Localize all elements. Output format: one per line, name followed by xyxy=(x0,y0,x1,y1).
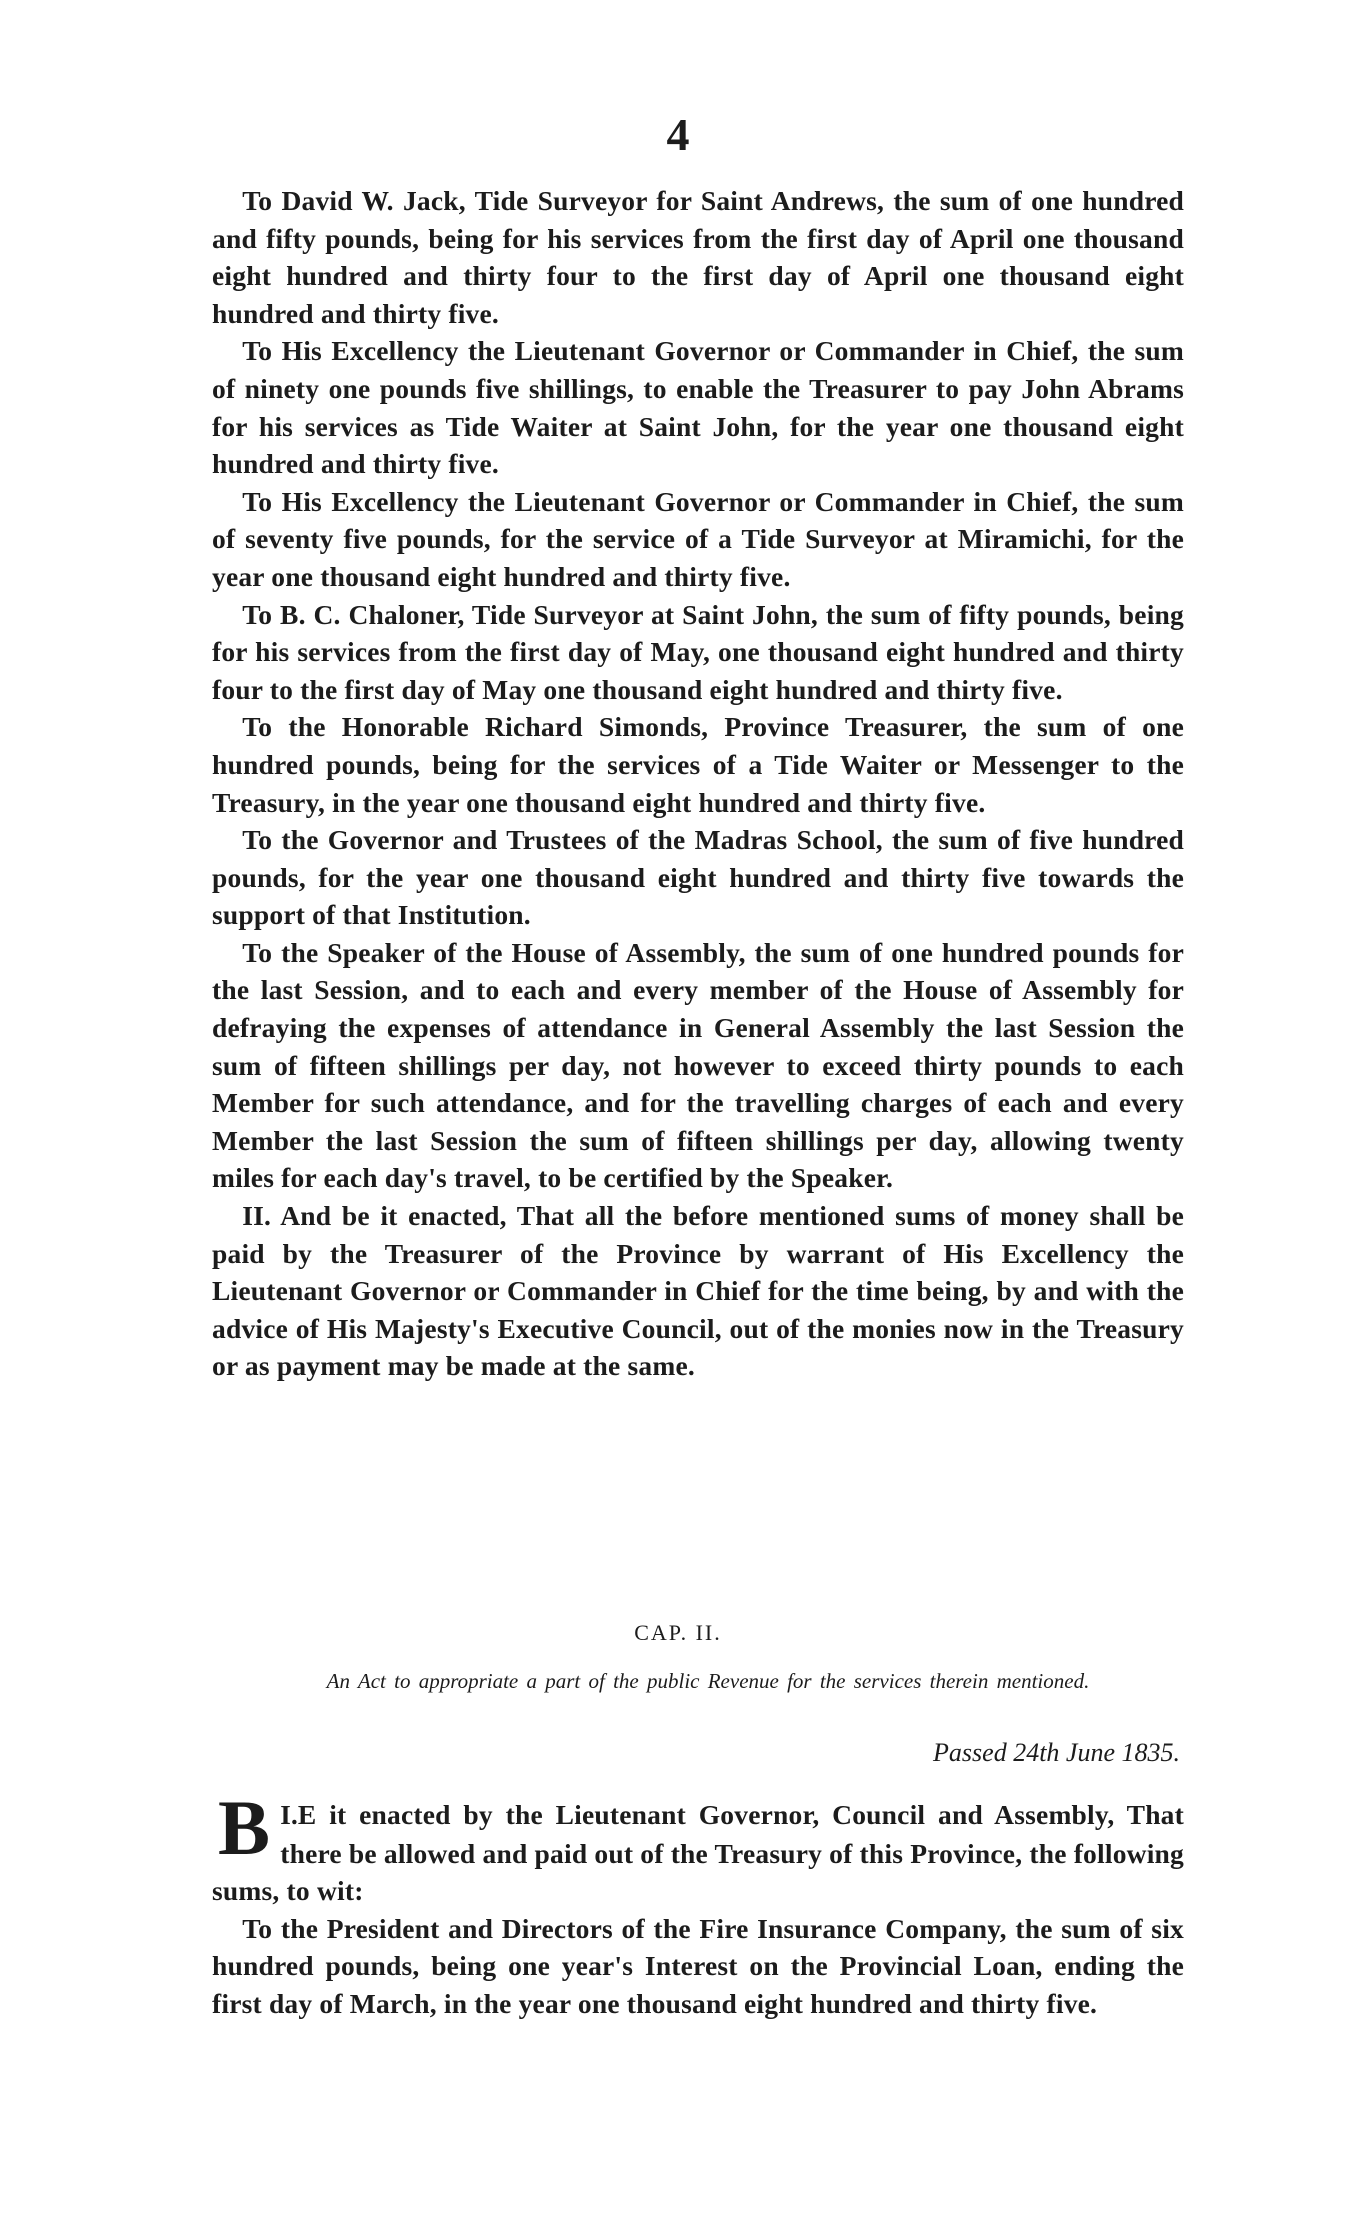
section-number: I. xyxy=(280,1800,298,1830)
appropriations-text xyxy=(212,182,1184,1385)
paragraph-madras-school: To the Governor and Trustees of the Madras School, the sum of five hundred pounds, for the year one thousand eight hundred and thirty five towards the support of that Institution. xyxy=(212,824,1184,931)
paragraph-chaloner: To B. C. Chaloner, Tide Surveyor at Saint John, the sum of fifty pounds, being for his services from the first day of May, one thousand eight hundred and thirty four to the first day of May one thousand eight hundred and thirty five. xyxy=(212,598,1184,705)
act-body xyxy=(212,1784,1184,2023)
paragraph-john-abrams: To His Excellency the Lieutenant Governor or Commander in Chief, the sum of ninety one pounds five shillings, to enable the Treasurer to pay John Abrams for his services as Tide Waiter at Saint John, for the year one thousand eight hundred and thirty five. xyxy=(212,335,1184,480)
paragraph-richard-simonds: To the Honorable Richard Simonds, Province Treasurer, the sum of one hundred pounds, being for the services of a Tide Waiter or Messenger to the Treasury, in the year one thousand eight hundred and thirty five. xyxy=(212,711,1184,818)
passed-date: Passed 24th June 1835. xyxy=(933,1738,1180,1767)
paragraph-david-jack: To David W. Jack, Tide Surveyor for Saint Andrews, the sum of one hundred and fifty pounds, being for his services from the first day of April one thousand eight hundred and thirty four to the first day of April one thousand eight hundred and thirty five. xyxy=(212,185,1184,329)
chapter-heading: CAP. II. xyxy=(634,1620,722,1645)
paragraph-speaker-assembly: To the Speaker of the House of Assembly, the sum of one hundred pounds for the last Session, and to each and every member of the House of Assembly for defraying the expenses of attendance in General Assembly the last Session the sum of fifteen shillings per day, not however to exceed thirty pounds to each Member for such attendance, and for the travelling charges of each and every Member the last Session the sum of fifteen shillings per day, allowing twenty miles for each day's travel, to be certified by the Speaker. xyxy=(212,936,1184,1194)
drop-cap-letter: B xyxy=(218,1784,271,1871)
enacting-clause: E it enacted by the Lieutenant Governor, Council and Assembly, That there be allowed and paid out of the Treasury of this Province, the following sums, to wit: xyxy=(212,1799,1184,1907)
enacting-paragraph xyxy=(212,1784,1184,1910)
paragraph-miramichi-surveyor: To His Excellency the Lieutenant Governor or Commander in Chief, the sum of seventy five pounds, for the service of a Tide Surveyor at Miramichi, for the year one thousand eight hundred and thirty five. xyxy=(212,485,1184,592)
act-title: An Act to appropriate a part of the public Revenue for the services therein mentioned. xyxy=(326,1669,1090,1693)
paragraph-fire-insurance: To the President and Directors of the Fire Insurance Company, the sum of six hundred pounds, being one year's Interest on the Provincial Loan, ending the first day of March, in the year one thousand eight hundred and thirty five. xyxy=(212,1912,1184,2019)
paragraph-section-two: II. And be it enacted, That all the before mentioned sums of money shall be paid by the Treasurer of the Province by warrant of His Excellency the Lieutenant Governor or Commander in Chief for the time being, by and with the advice of His Majesty's Executive Council, out of the monies now in the Treasury or as payment may be made at the same. xyxy=(212,1200,1184,1382)
page-number: 4 xyxy=(666,109,690,160)
